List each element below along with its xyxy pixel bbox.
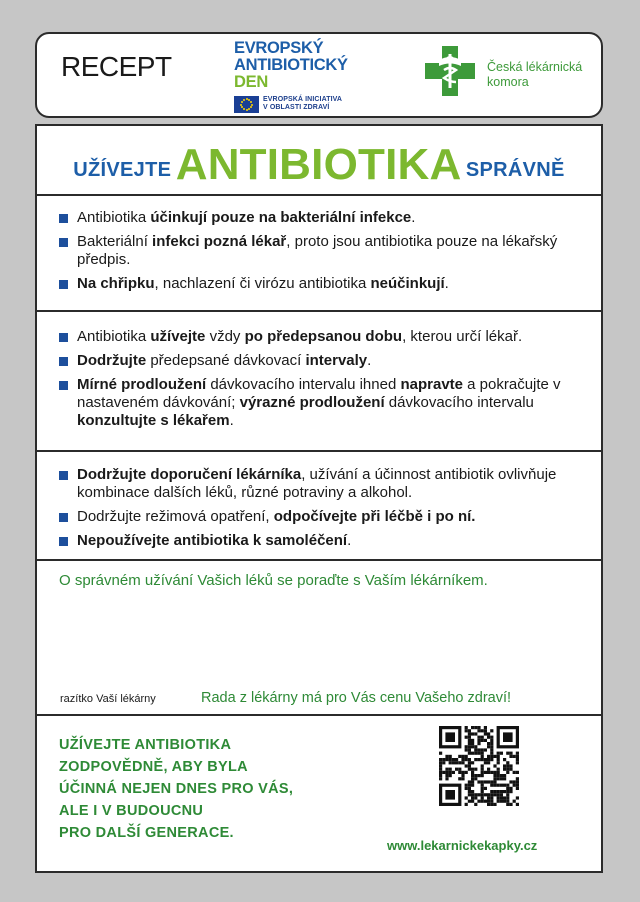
ead-logo-text [234, 40, 348, 91]
bullet-list-2 [59, 328, 605, 436]
eu-flag-icon [234, 96, 259, 113]
eu-initiative-text [263, 96, 342, 112]
bullet-text: Antibiotika [77, 328, 151, 345]
bullet-text: a pokračujte v nastaveném dávkování; [77, 376, 561, 411]
slogan-line: UŽÍVEJTE ANTIBIOTIKA [59, 737, 232, 753]
bullet-text: , kterou určí lékař. [402, 328, 523, 345]
bullet-bold-text: účinkují pouze na bakteriální infekce [150, 209, 412, 226]
bullet-text: . [411, 209, 416, 226]
bullet-text: dávkovacího intervalu [384, 394, 534, 411]
ead-line-3: DEN [234, 73, 268, 91]
bullet-item [59, 352, 605, 370]
bullet-text: , proto jsou antibiotika pouze na lékařský předpis. [77, 233, 558, 268]
bullet-item [59, 466, 605, 502]
bottom-slogan [59, 734, 293, 844]
bullet-text: . [229, 412, 234, 429]
bullet-list-3 [59, 466, 605, 556]
bullet-text: Antibiotika [77, 209, 151, 226]
bullet-list-1 [59, 209, 605, 299]
bullet-bold-text: užívejte [150, 328, 206, 345]
recept-title: RECEPT [61, 51, 172, 82]
divider [37, 194, 601, 196]
website-link[interactable]: www.lekarnickekapky.cz [387, 838, 538, 853]
bullet-text: , užívání a účinnost antibiotik ovlivňuje kombinace dalších léků, různé potraviny a alkohol. [77, 466, 557, 501]
bullet-text: . [444, 275, 449, 292]
headline-big: ANTIBIOTIKA [175, 140, 462, 189]
eu-initiative [234, 96, 342, 113]
bullet-item [59, 328, 605, 346]
bullet-text: dávkovacího intervalu ihned [206, 376, 401, 393]
ead-line-2: ANTIBIOTICKÝ [234, 56, 348, 74]
divider [37, 450, 601, 452]
bullet-text: Bakteriální [77, 233, 153, 250]
headline-post: SPRÁVNĚ [465, 159, 565, 181]
bullet-item [59, 209, 605, 227]
bullet-text: vždy [205, 328, 245, 345]
bullet-bold-text: napravte [400, 376, 463, 393]
prescription-card [35, 124, 603, 873]
chamber-name [487, 60, 582, 90]
stamp-label: razítko Vaší lékárny [60, 693, 156, 705]
bullet-item [59, 508, 605, 526]
advice-text: O správném užívání Vašich léků se poraďte s Vaším lékárníkem. [59, 572, 488, 589]
slogan-line: ÚČINNÁ NEJEN DNES PRO VÁS, [59, 781, 294, 797]
bullet-text: Dodržujte režimová opatření, [77, 508, 274, 525]
bullet-bold-text: výrazné prodloužení [239, 394, 385, 411]
bullet-bold-text: infekci pozná lékař [152, 233, 287, 250]
divider [37, 310, 601, 312]
bullet-item [59, 275, 605, 293]
slogan-line: ALE I V BUDOUCNU [59, 803, 204, 819]
bullet-bold-text: neúčinkují [370, 275, 445, 292]
bullet-bold-text: Mírné prodloužení [77, 376, 207, 393]
bullet-bold-text: Na chřipku [77, 275, 155, 292]
bullet-item [59, 532, 605, 550]
divider [37, 559, 601, 561]
rada-text: Rada z lékárny má pro Vás cenu Vašeho zdraví! [201, 690, 512, 706]
slogan-line: PRO DALŠÍ GENERACE. [59, 825, 234, 841]
qr-code-icon[interactable] [439, 726, 519, 806]
bullet-item [59, 376, 605, 430]
pharmacy-cross-icon [425, 46, 475, 96]
chamber-line-2: komora [487, 75, 529, 89]
bullet-text: , nachlazení či virózu antibiotika [154, 275, 371, 292]
bullet-bold-text: Dodržujte doporučení lékárníka [77, 466, 302, 483]
bullet-item [59, 233, 605, 269]
headline-pre: UŽÍVEJTE [73, 159, 172, 181]
bullet-bold-text: odpočívejte při léčbě i po ní. [273, 508, 476, 525]
divider [37, 714, 601, 716]
bullet-bold-text: konzultujte s lékařem [77, 412, 230, 429]
header-box [35, 32, 603, 118]
bullet-text: předepsané dávkovací [146, 352, 306, 369]
ead-line-1: EVROPSKÝ [234, 39, 324, 57]
bullet-bold-text: Nepoužívejte antibiotika k samoléčení [77, 532, 348, 549]
headline [37, 140, 601, 190]
eu-line-2: V OBLASTI ZDRAVÍ [263, 104, 330, 111]
eu-line-1: EVROPSKÁ INICIATIVA [263, 96, 343, 103]
chamber-line-1: Česká lékárnická [487, 60, 583, 74]
bullet-bold-text: intervaly [305, 352, 368, 369]
bullet-text: . [367, 352, 372, 369]
bullet-text: . [347, 532, 352, 549]
slogan-line: ZODPOVĚDNĚ, ABY BYLA [59, 759, 248, 775]
bullet-bold-text: Dodržujte [77, 352, 147, 369]
bullet-bold-text: po předepsanou dobu [244, 328, 403, 345]
